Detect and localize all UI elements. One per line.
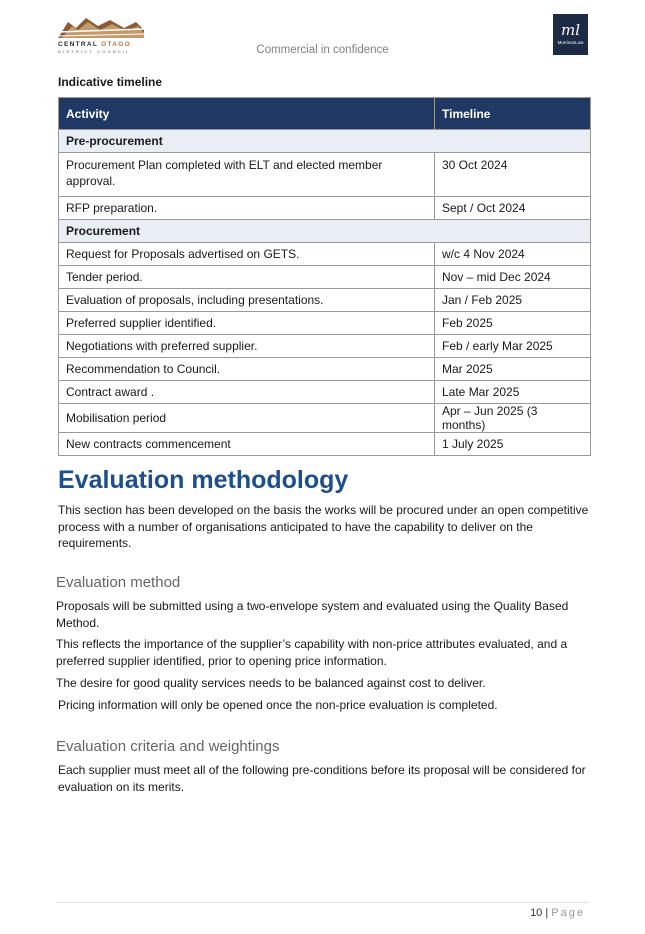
table-row [59,243,591,266]
timeline-cell: Nov – mid Dec 2024 [435,266,591,289]
method-paragraph-2: This reflects the importance of the supplier’s capability with non-price attributes evaluated, and a preferred supplier identified, prior to opening price information. [56,637,568,668]
activity-cell: Preferred supplier identified. [59,312,435,335]
intro-paragraph: This section has been developed on the basis the works will be procured under an open competitive process with a number of organisations anticipated to have the capability to deliver on the requirements. [58,503,589,550]
timeline-cell: Late Mar 2025 [435,381,591,404]
timeline-cell: Sept / Oct 2024 [435,197,591,220]
activity-cell: New contracts commencement [59,433,435,456]
ml-logo-mark: ml [560,21,581,39]
timeline-cell: Mar 2025 [435,358,591,381]
activity-cell: Request for Proposals advertised on GETS. [59,243,435,266]
activity-cell: Negotiations with preferred supplier. [59,335,435,358]
footer-divider [56,902,589,903]
activity-cell: Recommendation to Council. [59,358,435,381]
criteria-paragraph-1: Each supplier must meet all of the following pre-conditions before its proposal will be considered for evaluation on its merits. [58,763,586,794]
council-logo-subtitle: DISTRICT COUNCIL [58,49,131,54]
table-row [59,312,591,335]
confidentiality-label: Commercial in confidence [256,44,389,56]
page-label: Page [551,907,585,919]
timeline-cell: 30 Oct 2024 [435,153,591,197]
section-heading: Evaluation methodology [58,466,349,494]
table-header-row [59,98,591,130]
method-paragraph-4: Pricing information will only be opened once the non-price evaluation is completed. [58,698,498,712]
method-paragraph-3: The desire for good quality services needs to be balanced against cost to deliver. [56,676,486,690]
table-row [59,266,591,289]
section-label: Pre-procurement [59,130,591,153]
table-row [59,381,591,404]
evaluation-method-heading: Evaluation method [56,574,181,591]
criteria-heading: Evaluation criteria and weightings [56,738,280,755]
timeline-cell: Apr – Jun 2025 (3 months) [435,404,591,433]
page-separator: | [545,907,549,919]
table-row [59,153,591,197]
table-row [59,358,591,381]
timeline-table [58,97,591,456]
mountains-icon [58,16,144,40]
ml-logo-name: MorrisonLow [557,40,584,45]
timeline-caption: Indicative timeline [58,75,163,89]
timeline-column-header: Timeline [435,98,591,130]
table-row [59,289,591,312]
logo-word-central: CENTRAL [58,41,99,48]
page-footer [530,907,585,919]
timeline-cell: 1 July 2025 [435,433,591,456]
logo-word-otago: OTAGO [101,41,132,48]
timeline-cell: Feb / early Mar 2025 [435,335,591,358]
activity-column-header: Activity [59,98,435,130]
morrison-low-logo [553,14,588,55]
timeline-cell: Feb 2025 [435,312,591,335]
page-number: 10 [530,907,543,919]
method-paragraph-1: Proposals will be submitted using a two-envelope system and evaluated using the Quality Based Method. [56,599,569,630]
table-row [59,433,591,456]
timeline-cell: Jan / Feb 2025 [435,289,591,312]
activity-cell: Procurement Plan completed with ELT and elected member approval. [59,153,435,197]
activity-cell: Evaluation of proposals, including presentations. [59,289,435,312]
timeline-cell: w/c 4 Nov 2024 [435,243,591,266]
activity-cell: Tender period. [59,266,435,289]
table-row [59,197,591,220]
activity-cell: Mobilisation period [59,404,435,433]
table-section-row [59,220,591,243]
section-label: Procurement [59,220,591,243]
table-row [59,335,591,358]
activity-cell: RFP preparation. [59,197,435,220]
table-row [59,404,591,433]
activity-cell: Contract award . [59,381,435,404]
table-section-row [59,130,591,153]
